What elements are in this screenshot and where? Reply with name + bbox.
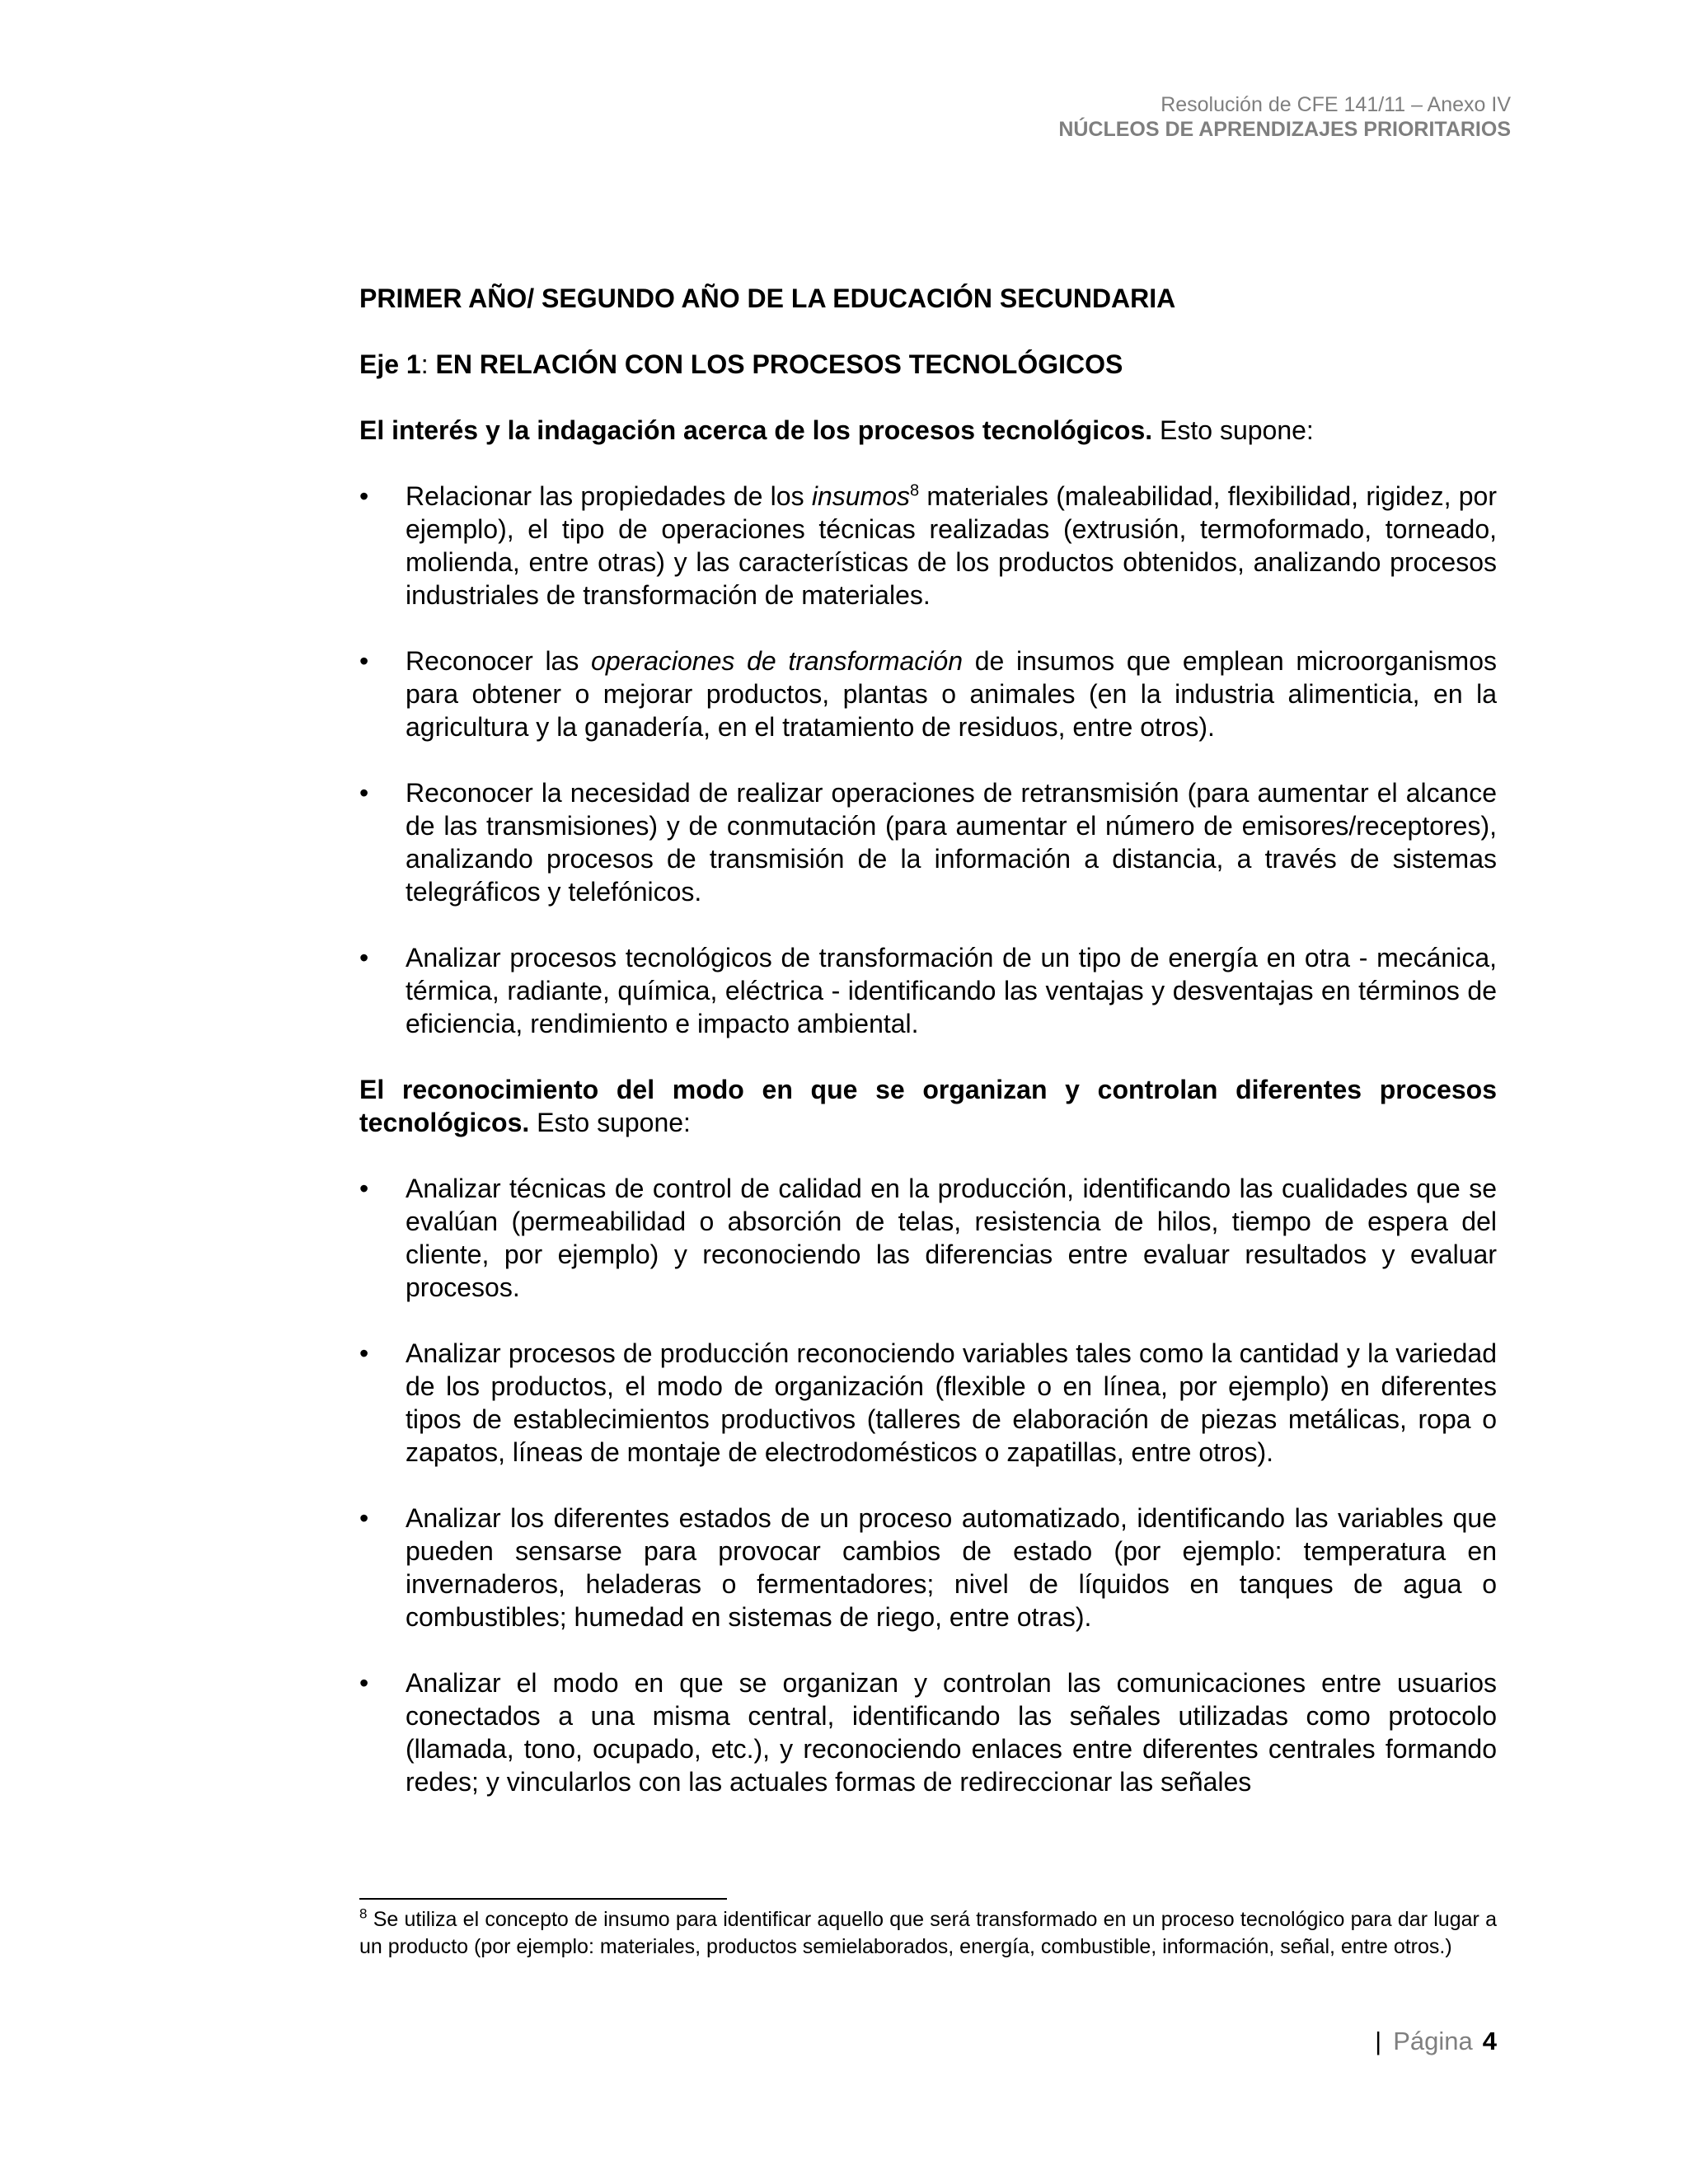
section-1-title: El interés y la indagación acerca de los procesos tecnológicos.	[359, 415, 1153, 445]
item-text: Reconocer las	[406, 646, 592, 676]
footnote-text: Se utiliza el concepto de insumo para identificar aquello que será transformado en un proceso tecnológico para dar lugar a un producto (por ejemplo: materiales, productos semielaborados, energía, combustible, información, señal, entre otros.)	[359, 1908, 1497, 1958]
bullet-icon: •	[359, 481, 369, 511]
page-number-value: 4	[1482, 2027, 1497, 2055]
page-body	[359, 282, 1497, 1831]
section-2-suffix: Esto supone:	[529, 1108, 691, 1137]
list-item	[359, 1337, 1497, 1469]
bullet-icon: •	[359, 646, 369, 676]
footnote-marker: 8	[359, 1905, 368, 1922]
page-number	[1375, 2027, 1497, 2056]
footnote	[359, 1906, 1497, 1961]
item-text: de insumos que emplean microorganismos para obtener o mejorar productos, plantas o animales (en la industria alimenticia, en la agricultura y la ganadería, en el tratamiento de residuos, entre otros).	[406, 646, 1498, 742]
item-text: Reconocer la necesidad de realizar operaciones de retransmisión (para aumentar el alcance de las transmisiones) y de conmutación (para aumentar el número de emisores/receptores), analizando procesos de transmisión de la información a distancia, a través de sistemas telegráficos y telefónicos.	[406, 778, 1497, 907]
section-1-heading	[359, 414, 1497, 447]
list-item	[359, 1172, 1497, 1304]
item-text: Analizar técnicas de control de calidad en la producción, identificando las cualidades que se evalúan (permeabilidad o absorción de telas, resistencia de hilos, tiempo de espera del cliente, por ejemplo) y reconociendo las diferencias entre evaluar resultados y evaluar procesos.	[406, 1174, 1497, 1302]
list-item	[359, 1502, 1497, 1633]
axis-separator: :	[420, 349, 436, 379]
bullet-icon: •	[359, 778, 369, 808]
section-1-list	[359, 480, 1497, 1040]
section-2-list	[359, 1172, 1497, 1798]
bullet-icon: •	[359, 943, 369, 972]
item-text: Relacionar las propiedades de los	[406, 481, 812, 511]
item-text: Analizar los diferentes estados de un proceso automatizado, identificando las variables que pueden sensarse para provocar cambios de estado (por ejemplo: temperatura en invernaderos, heladeras o fermentadores; nivel de líquidos en tanques de agua o combustibles; humedad en sistemas de riego, entre otras).	[406, 1503, 1497, 1632]
running-header	[1058, 92, 1511, 142]
list-item	[359, 941, 1497, 1040]
footnote-reference[interactable]: 8	[910, 481, 920, 500]
header-resolution: Resolución de CFE 141/11 – Anexo IV	[1160, 93, 1511, 116]
bullet-icon: •	[359, 1668, 369, 1698]
bullet-icon: •	[359, 1174, 369, 1203]
axis-name: EN RELACIÓN CON LOS PROCESOS TECNOLÓGICOS	[435, 349, 1123, 379]
section-1-suffix: Esto supone:	[1152, 415, 1314, 445]
page-title: PRIMER AÑO/ SEGUNDO AÑO DE LA EDUCACIÓN SECUNDARIA	[359, 284, 1176, 313]
item-text: Analizar procesos de producción reconociendo variables tales como la cantidad y la variedad de los productos, el modo de organización (flexible o en línea, por ejemplo) en diferentes tipos de establecimientos productivos (talleres de elaboración de piezas metálicas, ropa o zapatos, líneas de montaje de electrodomésticos o zapatillas, entre otros).	[406, 1338, 1497, 1467]
footnote-separator	[359, 1898, 727, 1900]
item-text: Analizar el modo en que se organizan y controlan las comunicaciones entre usuarios conectados a una misma central, identificando las señales utilizadas como protocolo (llamada, tono, ocupado, etc.), y reconociendo enlaces entre diferentes centrales formando redes; y vincularlos con las actuales formas de redireccionar las señales	[406, 1668, 1497, 1797]
list-item	[359, 1666, 1497, 1798]
bullet-icon: •	[359, 1503, 369, 1533]
list-item	[359, 480, 1497, 612]
axis-prefix: Eje 1	[359, 349, 421, 379]
section-2-title: El reconocimiento del modo en que se organizan y controlan diferentes procesos tecnológicos.	[359, 1075, 1497, 1137]
item-emphasis: insumos	[811, 481, 910, 511]
header-title: NÚCLEOS DE APRENDIZAJES PRIORITARIOS	[1058, 118, 1511, 141]
list-item	[359, 644, 1497, 743]
section-2-heading	[359, 1073, 1497, 1139]
page-divider: |	[1375, 2027, 1382, 2055]
bullet-icon: •	[359, 1338, 369, 1368]
item-text: Analizar procesos tecnológicos de transformación de un tipo de energía en otra - mecánica, térmica, radiante, química, eléctrica - identificando las ventajas y desventajas en términos de eficiencia, rendimiento e impacto ambiental.	[406, 943, 1497, 1038]
axis-heading	[359, 348, 1497, 381]
page-label: Página	[1393, 2027, 1473, 2055]
list-item	[359, 776, 1497, 908]
item-text: materiales (maleabilidad, flexibilidad, rigidez, por ejemplo), el tipo de operaciones técnicas realizadas (extrusión, termoformado, torneado, molienda, entre otras) y las características de los productos obtenidos, analizando procesos industriales de transformación de materiales.	[406, 481, 1497, 610]
item-emphasis: operaciones de transformación	[591, 646, 964, 676]
